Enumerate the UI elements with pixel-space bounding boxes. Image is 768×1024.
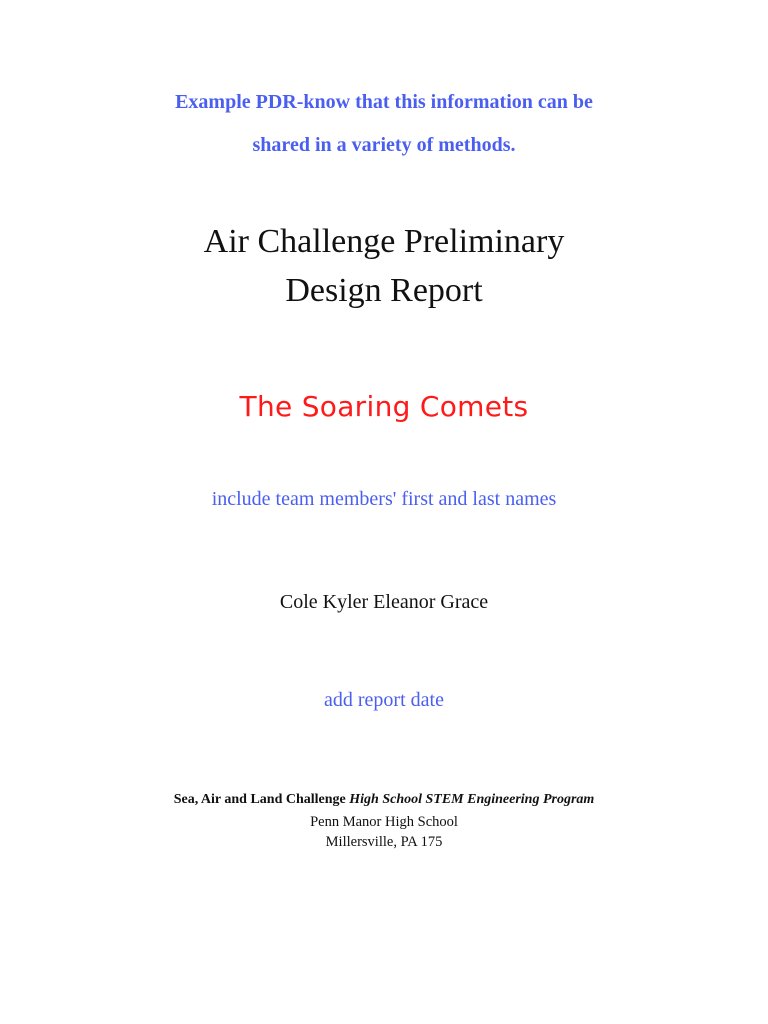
program-name [0,790,768,810]
example-note-line-2: shared in a variety of methods. [252,134,516,156]
example-note-line-1: Example PDR-know that this information can be [175,91,593,113]
program-italic: High School STEM Engineering Program [349,792,595,807]
report-date-hint: add report date [324,689,444,711]
report-title-line-1: Air Challenge Preliminary [203,223,565,260]
team-members: Cole Kyler Eleanor Grace [279,591,489,613]
team-name: The Soaring Comets [239,390,529,423]
report-title-line-2: Design Report [285,272,483,309]
school-location: Millersville, PA 175 [325,834,443,850]
program-prefix: Sea, Air and Land Challenge [173,792,350,807]
school-name: Penn Manor High School [310,814,458,830]
team-members-hint: include team members' first and last names [211,488,557,510]
